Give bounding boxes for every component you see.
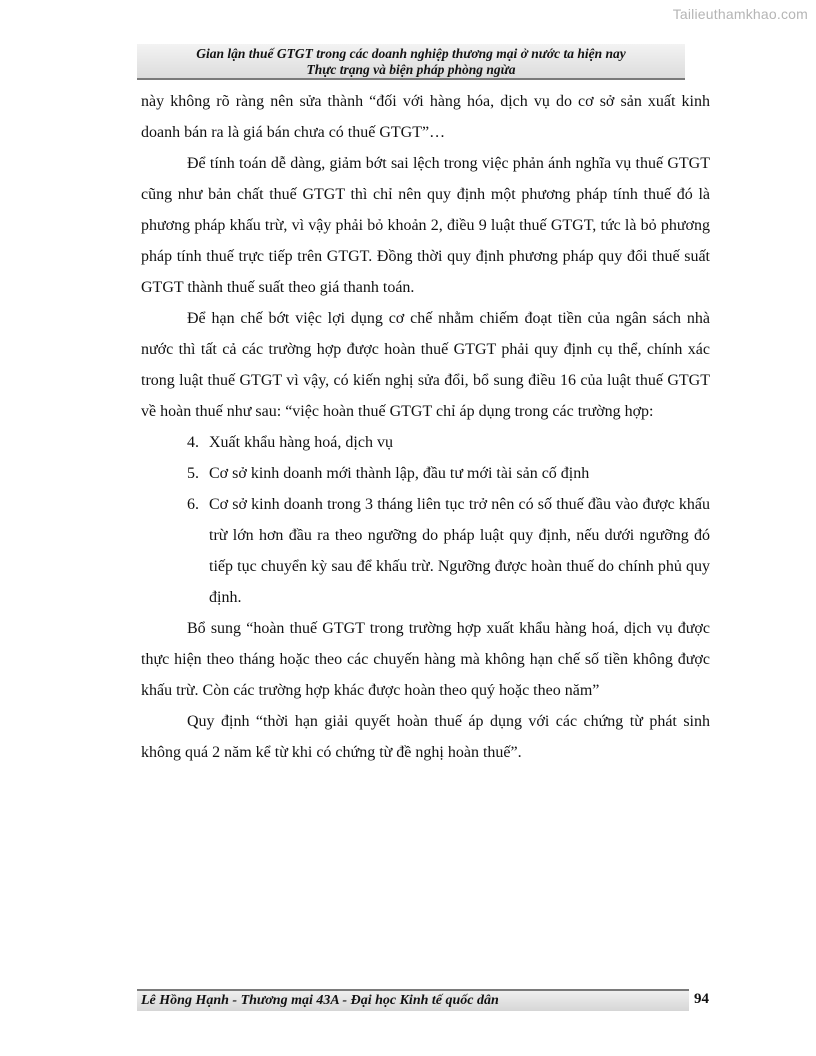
list-item [141,489,710,613]
page-header [137,44,685,80]
list-item-text: Cơ sở kinh doanh trong 3 tháng liên tục trở nên có số thuế đầu vào được khấu trừ lớn hơn đầu ra theo ngưỡng do pháp luật quy định, nếu dưới ngưỡng đó tiếp tục chuyển kỳ sau để khấu trừ. Ngưỡng được hoàn thuế do chính phủ quy định. [209,496,710,606]
list-item-text: Cơ sở kinh doanh mới thành lập, đầu tư mới tài sản cố định [209,465,590,482]
page-number: 94 [694,991,709,1007]
watermark-text: Tailieuthamkhao.com [672,6,808,22]
list-item [141,427,710,458]
page-footer [137,989,689,1011]
paragraph-refund-deadline: Quy định “thời hạn giải quyết hoàn thuế áp dụng với các chứng từ phát sinh không quá 2 năm kể từ khi có chứng từ đề nghị hoàn thuế”. [141,713,710,761]
list-item-number: 4. [187,434,199,451]
footer-author: Lê Hồng Hạnh - Thương mại 43A - Đại học Kinh tế quốc dân [141,993,499,1008]
paragraph-continuation: này không rõ ràng nên sửa thành “đối với hàng hóa, dịch vụ do cơ sở sản xuất kinh doanh bán ra là giá bán chưa có thuế GTGT”… [141,93,710,141]
paragraph-export-refund: Bổ sung “hoàn thuế GTGT trong trường hợp xuất khẩu hàng hoá, dịch vụ được thực hiện theo tháng hoặc theo các chuyến hàng mà không hạn chế số tiền không được khấu trừ. Còn các trường hợp khác được hoàn theo quý hoặc theo năm” [141,620,710,699]
header-title-line-2: Thực trạng và biện pháp phòng ngừa [306,62,516,77]
list-item-number: 6. [187,496,199,513]
paragraph-deduction-method: Để tính toán dễ dàng, giảm bớt sai lệch trong việc phản ánh nghĩa vụ thuế GTGT cũng như bản chất thuế GTGT thì chỉ nên quy định một phương pháp tính thuế đó là phương pháp khấu trừ, vì vậy phải bỏ khoản 2, điều 9 luật thuế GTGT, tức là bỏ phương pháp tính thuế trực tiếp trên GTGT. Đồng thời quy định phương pháp quy đổi thuế suất GTGT thành thuế suất theo giá thanh toán. [141,155,710,296]
document-body [141,86,710,768]
list-item-number: 5. [187,465,199,482]
paragraph-refund-proposal: Để hạn chế bớt việc lợi dụng cơ chế nhằm chiếm đoạt tiền của ngân sách nhà nước thì tất cả các trường hợp được hoàn thuế GTGT phải quy định cụ thể, chính xác trong luật thuế GTGT vì vậy, có kiến nghị sửa đổi, bổ sung điều 16 của luật thuế GTGT về hoàn thuế như sau: “việc hoàn thuế GTGT chỉ áp dụng trong các trường hợp: [141,310,710,420]
list-item [141,458,710,489]
header-title-line-1: Gian lận thuế GTGT trong các doanh nghiệp thương mại ở nước ta hiện nay [196,46,626,61]
list-item-text: Xuất khẩu hàng hoá, dịch vụ [209,434,393,451]
refund-cases-list [141,427,710,613]
